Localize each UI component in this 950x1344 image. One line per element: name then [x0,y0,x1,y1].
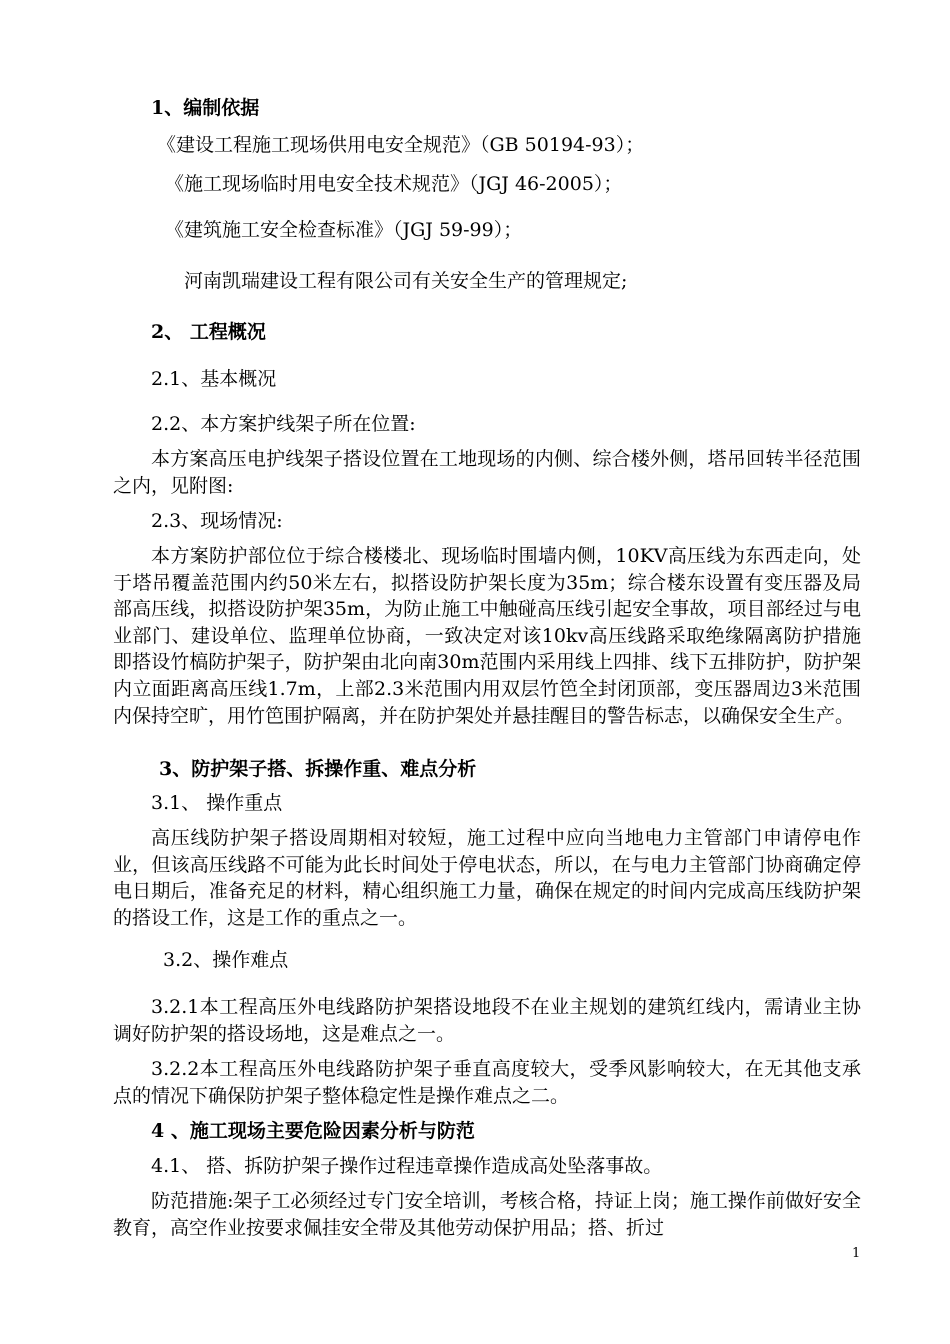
reference-jgj46: 《施工现场临时用电安全技术规范》（JGJ 46-2005）； [165,173,623,195]
subheading-2-2: 2.2、本方案护线架子所在位置: [151,413,416,435]
subheading-2-3: 2.3、现场情况: [151,510,283,532]
reference-gb50194: 《建设工程施工现场供用电安全规范》（GB 50194-93）； [157,134,645,156]
subheading-3-1: 3.1、 操作重点 [151,792,283,814]
paragraph-difficulty-2: 3.2.2本工程高压外电线路防护架子垂直高度较大，受季风影响较大，在无其他支承点的情况下确保防护架子整体稳定性是操作难点之二。 [113,1058,861,1107]
subheading-3-2: 3.2、操作难点 [163,949,289,971]
paragraph-difficulty-1: 3.2.1本工程高压外电线路防护架搭设地段不在业主规划的建筑红线内，需请业主协调好防护架的搭设场地，这是难点之一。 [113,996,861,1045]
reference-jgj59: 《建筑施工安全检查标准》（JGJ 59-99）； [165,219,523,241]
paragraph-key-points: 高压线防护架子搭设周期相对较短，施工过程中应向当地电力主管部门申请停电作业，但该高压线路不可能为此长时间处于停电状态，所以，在与电力主管部门协商确定停电日期后，准备充足的材料，精心组织施工力量，确保在规定的时间内完成高压线防护架的搭设工作，这是工作的重点之一。 [113,827,861,929]
paragraph-preventive-measures: 防范措施:架子工必须经过专门安全培训，考核合格，持证上岗；施工操作前做好安全教育，高空作业按要求佩挂安全带及其他劳动保护用品；搭、折过 [113,1190,861,1239]
page-number: 1 [852,1246,861,1261]
subheading-4-1: 4.1、 搭、拆防护架子操作过程违章操作造成高处坠落事故。 [151,1155,663,1177]
paragraph-site-conditions: 本方案防护部位位于综合楼楼北、现场临时围墙内侧，10KV高压线为东西走向，处于塔吊覆盖范围内约50米左右，拟搭设防护架长度为35m；综合楼东设置有变压器及局部高压线，拟搭设防护架35m，为防止施工中触碰高压线引起安全事故，项目部经过与电业部门、建设单位、监理单位协商，一致决定对该10kv高压线路采取绝缘隔离防护措施即搭设竹槁防护架子，防护架由北向南30m范围内采用线上四排、线下五排防护，防护架内立面距离高压线1.7m，上部2.3米范围内用双层竹笆全封闭顶部，变压器周边3米范围内保持空旷，用竹笆围护隔离，并在防护架处并悬挂醒目的警告标志，以确保安全生产。 [113,545,861,727]
heading-key-difficulties: 3、防护架子搭、拆操作重、难点分析 [159,758,477,780]
heading-compilation-basis: 1、编制依据 [151,97,260,119]
subheading-2-1: 2.1、基本概况 [151,368,277,390]
heading-hazard-analysis: 4 、施工现场主要危险因素分析与防范 [151,1120,475,1142]
reference-company-rules: 河南凯瑞建设工程有限公司有关安全生产的管理规定; [184,270,628,292]
paragraph-location: 本方案高压电护线架子搭设位置在工地现场的内侧、综合楼外侧，塔吊回转半径范围之内，见附图: [113,448,861,497]
heading-project-overview: 2、 工程概况 [151,321,266,343]
